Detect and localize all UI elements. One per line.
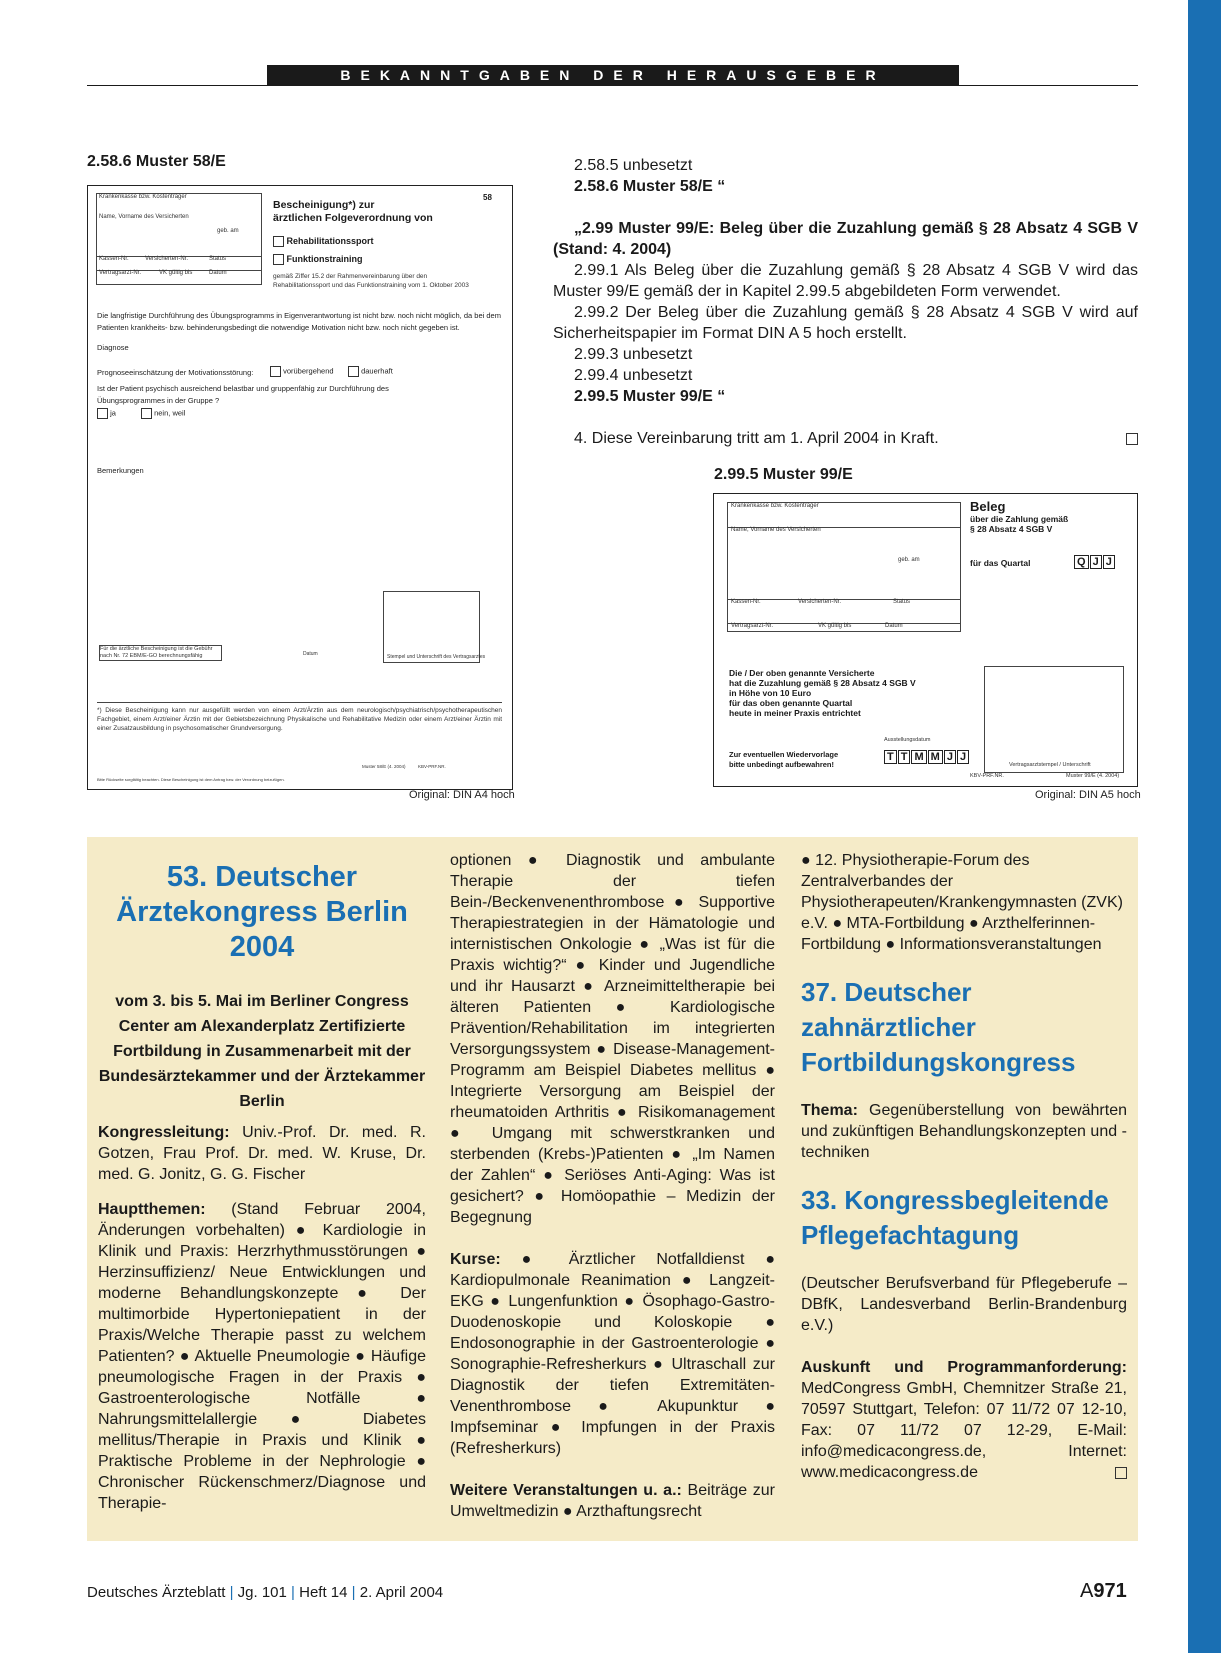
auskunft: Auskunft und Programmanforderung: MedCongress GmbH, Chemnitzer Straße 21, 70597 Stuttgart, Telefon: 07 11/72 07 12-10, Fax: 07 11/72 07 12-29, E-Mail: info@medicacongress.de, Internet: www.medicacongress.de — [801, 1359, 1127, 1481]
figure1-caption: Original: DIN A4 hoch — [409, 789, 515, 801]
kasse-label: Krankenkasse bzw. Kostenträger — [99, 194, 187, 200]
checkbox-icon — [141, 408, 152, 419]
info-col-1 — [98, 860, 426, 1514]
datum2-label: Datum — [303, 651, 318, 657]
kbv-label: KBV-PRF.NR. — [418, 764, 446, 769]
legal-text: gemäß Ziffer 15.2 der Rahmenvereinbarung über den Rehabilitationssport und das Funktionstraining vom 1. Oktober 2003 — [273, 273, 469, 289]
option-funktionstraining: Funktionstraining — [273, 254, 363, 265]
status-label: Status — [209, 256, 227, 262]
end-mark-icon — [1126, 433, 1138, 445]
quartal-boxes: Q J J — [1074, 552, 1116, 570]
ausstellung-label: Ausstellungsdatum — [884, 737, 931, 743]
footnote: *) Diese Bescheinigung kann nur ausgefüllt werden von einem Arzt/Ärztin aus dem neurologisch/psychiatrisch/psychotherapeutischen Fachgebiet, einem Arzt/einer Ärztin mit der Gebietsbezeichnung Physikalische und Rehabilitative Medizin oder einem Arzt/einer Ärztin mit einer Zusatzausbildung in psychosomatischer Grundversorgung. — [97, 707, 502, 732]
checkbox-icon — [270, 366, 281, 377]
hauptthemen-cont: optionen ● Diagnostik und ambulante Therapie der tiefen Bein-/Beckenvenenthrombose ● Supportive Therapiestrategien in der Hämatologie und internistischen Onkologie ● „Was ist für die Praxis wichtig?“ ● Kinder und Jugendliche und ihr Hausarzt ● Arzneimitteltherapie bei älteren Patienten ● Kardiologische Prävention/Rehabilitation im integrierten Versorgungssystem ● Disease-Management-Programm am Beispiel Diabetes mellitus ● Integrierte Versorgung am Beispiel der rheumatoiden Arthritis ● Risikomanagement ● Umgang mit schwerstkranken und sterbenden (Krebs-)Patienten ● „Im Namen der Zahlen“ ● Seriöses Anti-Aging: Was ist gesichert? ● Homöopathie – Medizin der Begegnung — [450, 852, 775, 1226]
gebuehr-box: Für die ärztliche Bescheinigung ist die Gebühr nach Nr. 72 EBM/E-GO berechnungsfähig — [99, 645, 222, 661]
name-label: Name, Vorname des Versicherten — [99, 214, 189, 220]
side-accent-bar — [1188, 0, 1221, 1653]
hauptthemen: Hauptthemen: (Stand Februar 2004, Änderungen vorbehalten) ● Kardiologie in Klinik und Praxis: Herzrhythmusstörungen ● Herzinsuffizienz/ Neue Entwicklungen und moderne Behandlungskonzepte ● Der multimorbide Hypertoniepatient in der Praxis/Welche Therapie passt zu welchem Patienten? ● Aktuelle Pneumologie ● Häufige pneumologische Fragen in der Praxis ● Gastroenterologische Notfälle ● Nahrungsmittelallergie ● Diabetes mellitus/Therapie in Praxis und Klinik ● Praktische Probleme in der Nephrologie ● Chronischer Rückenschmerz/Diagnose und Therapie- — [98, 1201, 426, 1512]
option-dauerhaft: dauerhaft — [348, 366, 393, 377]
regulation-text — [553, 155, 1138, 449]
item-2-99-2: 2.99.2 Der Beleg über die Zuzahlung gemäß § 28 Absatz 4 SGB V wird auf Sicherheitspapier im Format DIN A 5 hoch erstellt. — [553, 304, 1138, 342]
pflege-heading: 33. Kongressbegleitende Pflegefachtagung — [801, 1185, 1109, 1250]
patient-box — [96, 193, 262, 285]
vk-label: VK gültig bis — [159, 270, 193, 276]
diagnose-label: Diagnose — [97, 343, 129, 352]
closing-line: 4. Diese Vereinbarung tritt am 1. April 2004 in Kraft. — [553, 428, 1138, 449]
header-rule — [87, 85, 1138, 86]
page-number: A971 — [1080, 1580, 1127, 1602]
versnr-label: Versicherten-Nr. — [145, 256, 189, 262]
section-header: BEKANNTGABEN DER HERAUSGEBER — [267, 65, 959, 85]
item-2-99-4: 2.99.4 unbesetzt — [574, 367, 693, 384]
muster-label: Muster 58/E (4. 2004) — [362, 764, 406, 769]
option-nein: nein, weil — [141, 408, 185, 419]
quartal-label: für das Quartal — [970, 558, 1031, 568]
motivation-paragraph: Die langfristige Durchführung des Übungsprogramms in Eigenverantwortung ist nicht bzw. noch nicht möglich, da bei dem Patienten krankheits- bzw. behinderungsbedingt die notwendige Motivation nicht bzw. noch nicht gegeben ist. — [97, 311, 501, 332]
vertragsarzt-label: Vertragsarzt-Nr. — [99, 270, 142, 276]
form-title: Bescheinigung*) zur ärztlichen Folgeverordnung von — [273, 199, 433, 224]
thema: Thema: Gegenüberstellung von bewährten und zukünftigen Behandlungskonzepten und -techniken — [801, 1102, 1127, 1161]
info-col-2 — [450, 850, 775, 1522]
end-mark-icon — [1115, 1467, 1127, 1479]
footer-citation: Deutsches Ärzteblatt | Jg. 101 | Heft 14 | 2. April 2004 — [87, 1584, 444, 1601]
item-2-99-1: 2.99.1 Als Beleg über die Zuzahlung gemäß § 28 Absatz 4 SGB V wird das Muster 99/E gemäß der in Kapitel 2.99.5 abgebildeten Form verwendet. — [553, 262, 1138, 300]
date-boxes: T T M M J J — [884, 747, 970, 765]
geb-label: geb. am — [217, 228, 239, 234]
weitere-veranstaltungen: Weitere Veranstaltungen u. a.: Beiträge zur Umweltmedizin ● Arzthaftungsrecht — [450, 1482, 775, 1520]
item-2-58-6: 2.58.6 Muster 58/E “ — [574, 178, 726, 195]
item-2-58-5: 2.58.5 unbesetzt — [574, 157, 693, 174]
dbfk: (Deutscher Berufsverband für Pflegeberufe – DBfK, Landesverband Berlin-Brandenburg e.V.) — [801, 1275, 1127, 1334]
option-rehasport: Rehabilitationssport — [273, 236, 374, 247]
physio-forum: ● 12. Physiotherapie-Forum des Zentralverbandes der Physiotherapeuten/Krankengymnasten (ZVK) e.V. ● MTA-Fortbildung ● Arzthelferinnen-Fortbildung ● Informationsveranstaltungen — [801, 852, 1123, 953]
kurse: Kurse: ● Ärztlicher Notfalldienst ● Kardiopulmonale Reanimation ● Langzeit-EKG ● Lungenfunktion ● Ösophago-Gastro-Duodenoskopie und Koloskopie ● Endosonographie in der Gastroenterologie ● Sonographie-Refresherkurs ● Ultraschall zur Diagnostik der tiefen Extremitäten-Venenthrombose ● Akupunktur ● Impfseminar ● Impfungen in der Praxis (Refresherkurs) — [450, 1251, 775, 1457]
figure2-caption: Original: DIN A5 hoch — [1035, 789, 1141, 801]
form-muster-99 — [713, 493, 1138, 787]
kassennr-label: Kassen-Nr. — [99, 256, 129, 262]
datum-label: Datum — [209, 270, 227, 276]
bottom-note: Bitte Rückseite sorgfältig beachten. Diese Bescheinigung ist dem Antrag bzw. der Verordnung beizufügen. — [97, 777, 285, 782]
option-ja: ja — [97, 408, 116, 419]
info-col-3 — [801, 850, 1127, 1483]
figure1-label: 2.58.6 Muster 58/E — [87, 153, 226, 170]
checkbox-icon — [97, 408, 108, 419]
checkbox-icon — [348, 366, 359, 377]
wiedervorlage-text: Zur eventuellen Wiedervorlage bitte unbedingt aufbewahren! — [729, 750, 839, 769]
heading-2-99: „2.99 Muster 99/E: Beleg über die Zuzahlung gemäß § 28 Absatz 4 SGB V (Stand: 4. 2004) — [553, 220, 1138, 258]
option-voruebergehend: vorübergehend — [270, 366, 334, 377]
zuzahlung-text: Die / Der oben genannte Versicherte hat die Zuzahlung gemäß § 28 Absatz 4 SGB V in Höhe von 10 Euro für das oben genannte Quartal heute in meiner Praxis entrichtet — [729, 668, 916, 718]
bemerkungen-label: Bemerkungen — [97, 466, 144, 475]
congress-subtitle: vom 3. bis 5. Mai im Berliner Congress Center am Alexanderplatz Zertifizierte Fortbildung in Zusammenarbeit mit der Bundesärztekammer und der Ärztekammer Berlin — [98, 993, 426, 1110]
beleg-title-block: Beleg über die Zahlung gemäß § 28 Absatz 4 SGB V — [970, 499, 1069, 534]
stempel-box: Stempel und Unterschrift des Vertragsarztes — [383, 591, 480, 663]
prognose-label: Prognoseeinschätzung der Motivationsstörung: — [97, 368, 254, 377]
checkbox-icon — [273, 236, 284, 247]
zahnaerztlich-heading: 37. Deutscher zahnärztlicher Fortbildungskongress — [801, 977, 1076, 1077]
patient-box-99: Krankenkasse bzw. Kostenträger Name, Vorname des Versicherten geb. am Kassen-Nr. Versicherten-Nr. Status Vertragsarzt-Nr. VK gültig bis Datum — [727, 502, 961, 632]
item-2-99-3: 2.99.3 unbesetzt — [574, 346, 693, 363]
muster-label-99: Muster 99/E (4. 2004) — [1066, 773, 1120, 779]
stempel-label-99: Vertragsarztstempel / Unterschrift — [1009, 762, 1091, 768]
figure2-label: 2.99.5 Muster 99/E — [714, 466, 853, 483]
kbv-label-99: KBV-PRF.NR. — [970, 773, 1004, 779]
form-number: 58 — [483, 193, 492, 202]
belastbar-question: Ist der Patient psychisch ausreichend belastbar und gruppenfähig zur Durchführung des Übungsprogrammes in der Gruppe ? — [97, 384, 389, 405]
kongressleitung: Kongressleitung: Univ.-Prof. Dr. med. R. Gotzen, Frau Prof. Dr. med. W. Kruse, Dr. med. G. Jonitz, G. G. Fischer — [98, 1124, 426, 1183]
congress-title: 53. Deutscher Ärztekongress Berlin 2004 — [116, 861, 408, 963]
item-2-99-5: 2.99.5 Muster 99/E “ — [574, 388, 726, 405]
form-muster-58 — [87, 185, 513, 790]
stempel-box-99 — [984, 666, 1124, 773]
checkbox-icon — [273, 254, 284, 265]
